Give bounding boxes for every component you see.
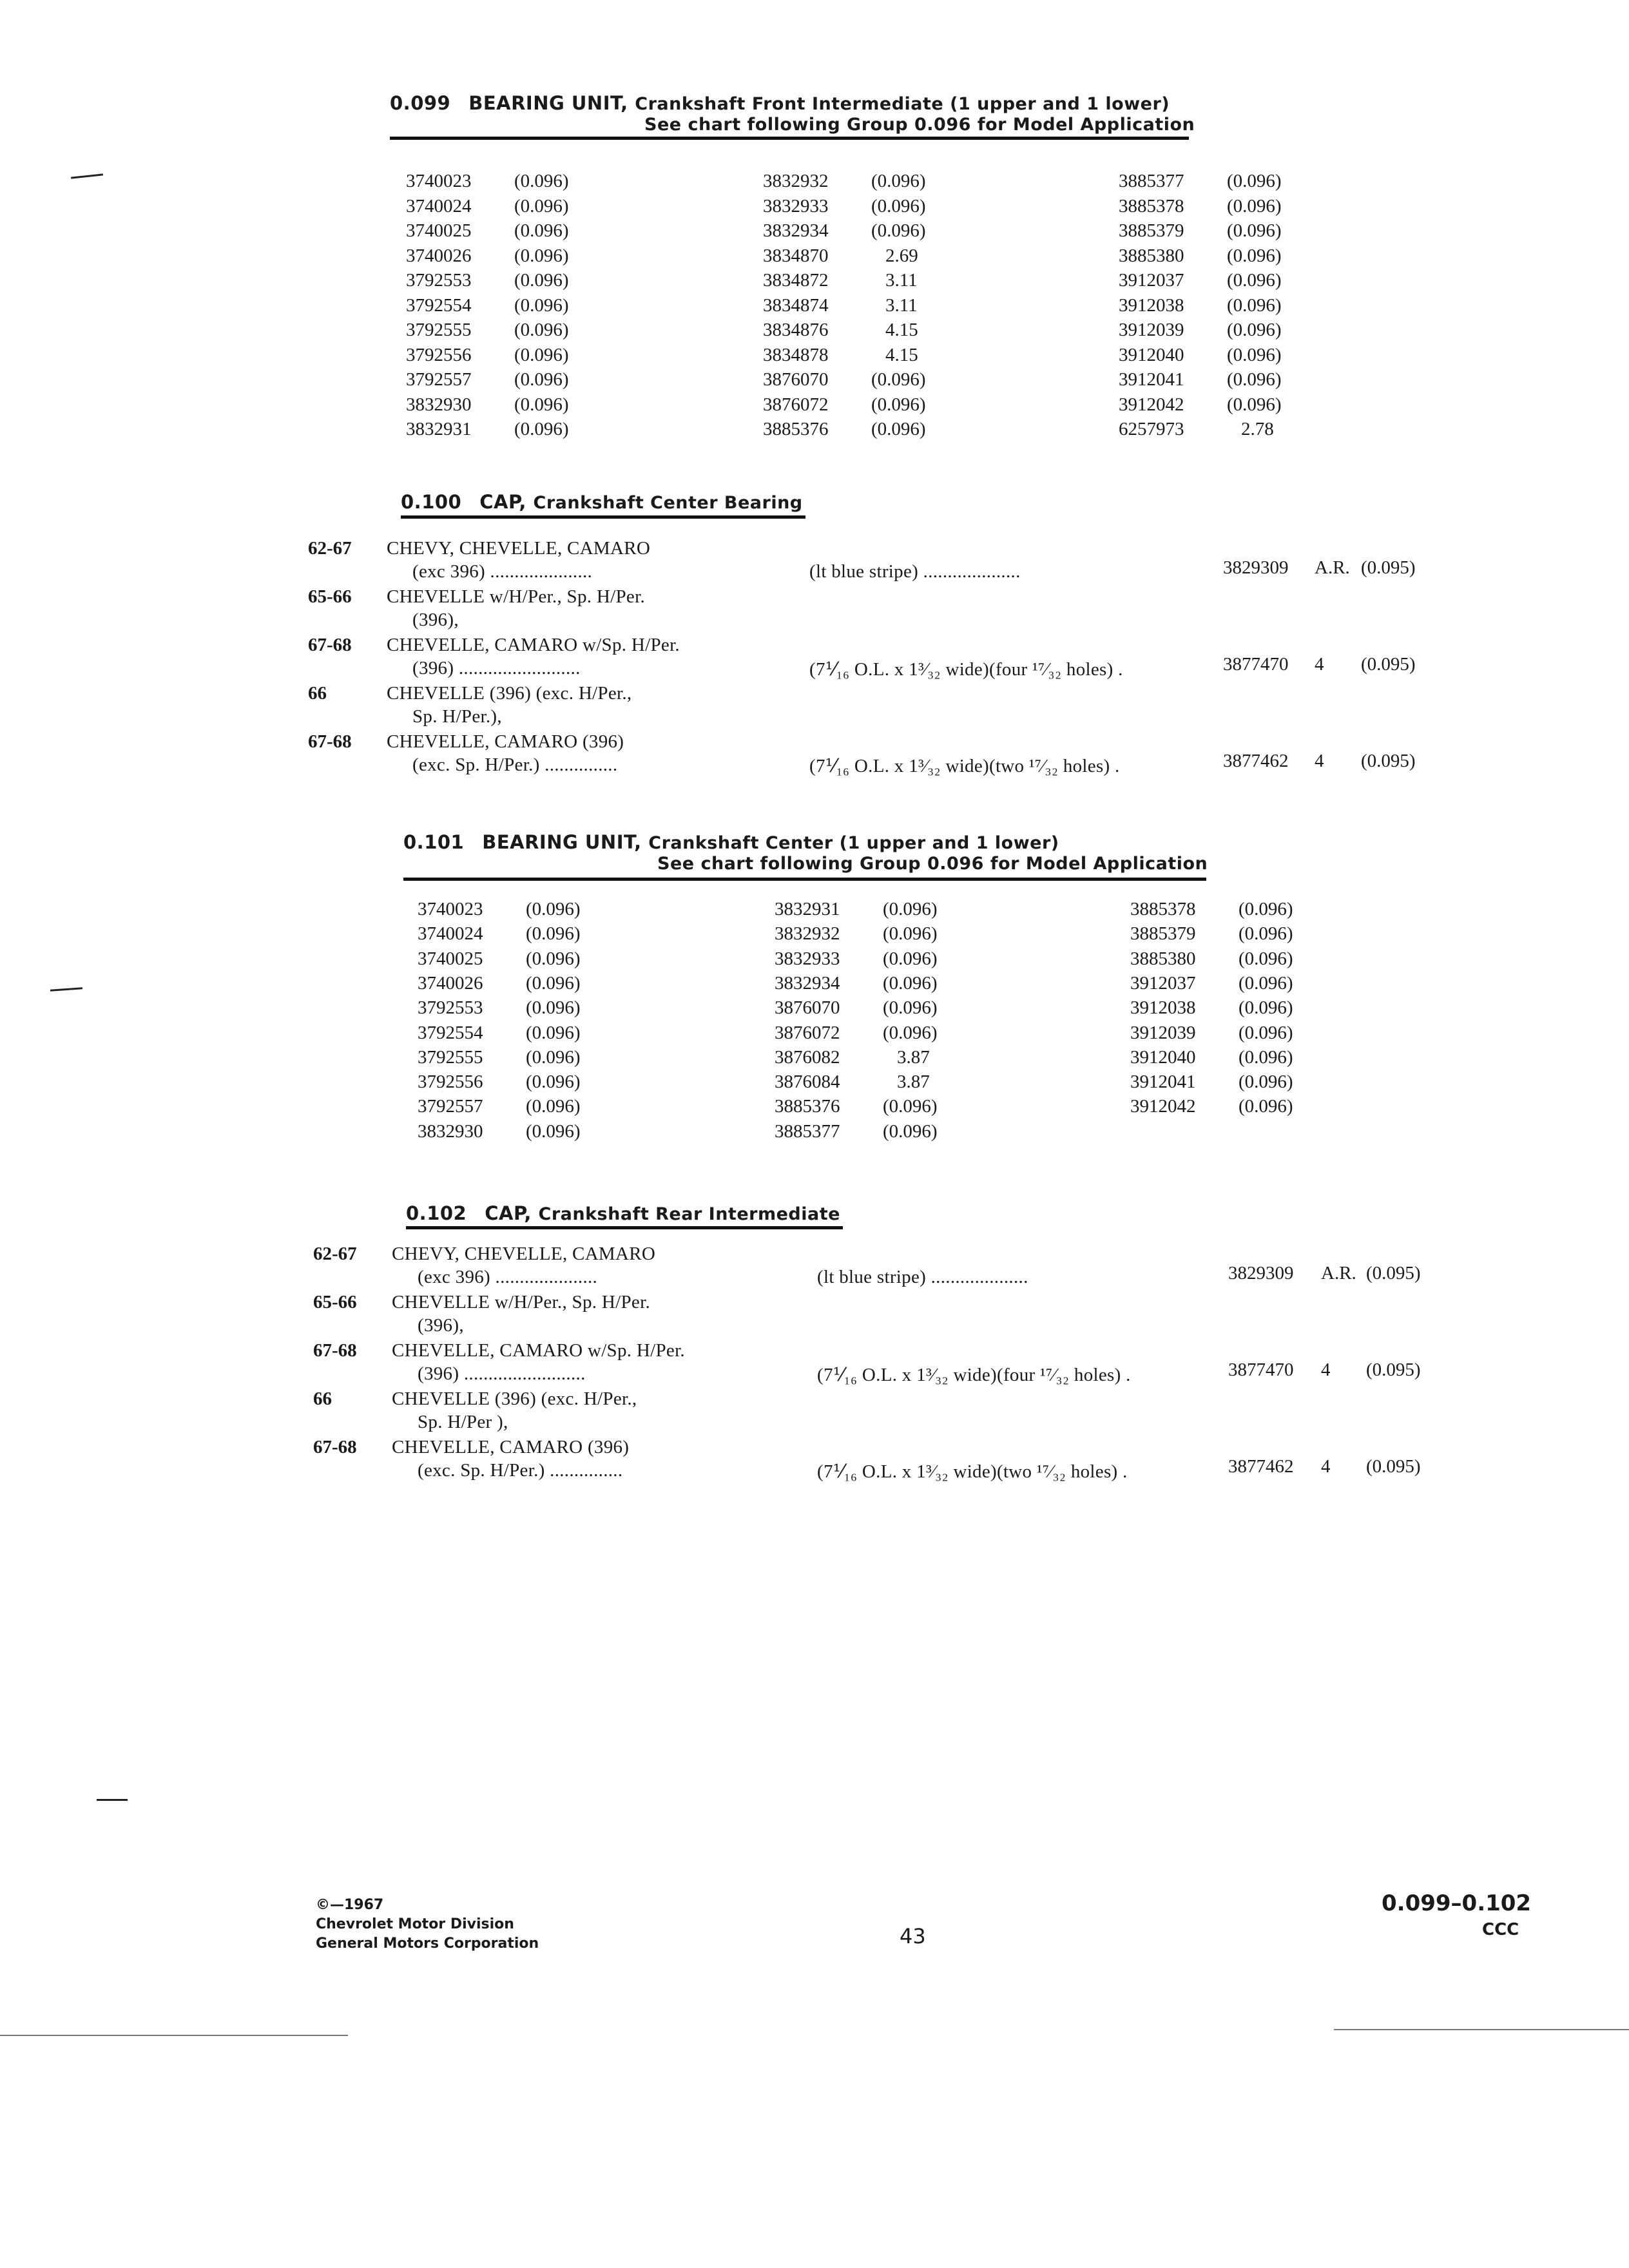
group-ref: 2.69 xyxy=(885,245,918,266)
model-description: CHEVELLE (396) (exc. H/Per., xyxy=(392,1389,637,1409)
group-ref: (0.096) xyxy=(514,394,569,415)
group-ref: (0.096) xyxy=(514,344,569,365)
group-ref: (0.096) xyxy=(871,419,926,439)
group-ref: (0.096) xyxy=(871,220,926,241)
section-code: 0.099 xyxy=(390,92,451,114)
group-ref: (0.096) xyxy=(1227,245,1282,266)
part-number: 3876082 xyxy=(775,1046,840,1068)
part-number: 3832933 xyxy=(775,948,840,969)
group-ref: 4.15 xyxy=(885,344,918,365)
group-ref: (0.096) xyxy=(883,948,938,969)
group-ref: 3.11 xyxy=(885,294,918,316)
part-number: 3832934 xyxy=(775,972,840,994)
part-number: 3876072 xyxy=(763,394,829,415)
model-description: CHEVELLE, CAMARO w/Sp. H/Per. xyxy=(392,1340,685,1361)
group-ref: (0.096) xyxy=(1227,270,1282,291)
part-number: 3877462 xyxy=(1228,1456,1294,1477)
group-ref: (0.096) xyxy=(883,1096,938,1117)
model-years: 66 xyxy=(313,1389,332,1409)
part-number: 3876070 xyxy=(775,997,840,1019)
part-number: 3792554 xyxy=(406,294,472,316)
section-title: CAP, xyxy=(479,491,526,513)
model-description-cont: (exc. Sp. H/Per.) ............... xyxy=(412,754,618,775)
part-number: 3740026 xyxy=(418,972,483,994)
group-ref: (0.096) xyxy=(526,923,581,945)
part-number: 3792554 xyxy=(418,1022,483,1043)
model-years: 67-68 xyxy=(308,635,352,655)
group-ref: (0.096) xyxy=(1239,1022,1293,1043)
group-ref: (0.096) xyxy=(514,270,569,291)
part-number: 3876070 xyxy=(763,369,829,390)
footer-left xyxy=(316,1896,539,1954)
part-number: 3740023 xyxy=(406,171,472,191)
quantity: A.R. xyxy=(1315,557,1350,578)
group-ref: (0.096) xyxy=(526,1072,581,1093)
group-ref: (0.096) xyxy=(526,997,581,1019)
margin-mark xyxy=(97,1799,128,1801)
group-ref: (0.095) xyxy=(1366,1456,1421,1477)
group-ref: (0.096) xyxy=(514,245,569,266)
part-number: 3832930 xyxy=(406,394,472,415)
quantity: 4 xyxy=(1321,1360,1331,1380)
section-rule xyxy=(390,137,1189,140)
part-number: 3834870 xyxy=(763,245,829,266)
part-number: 3792556 xyxy=(418,1072,483,1093)
model-description-cont: (exc 396) ..................... xyxy=(418,1267,598,1287)
part-number: 3912040 xyxy=(1130,1046,1196,1068)
part-number: 3912039 xyxy=(1119,320,1184,340)
model-description: CHEVELLE (396) (exc. H/Per., xyxy=(387,683,632,704)
model-years: 62-67 xyxy=(313,1244,357,1264)
quantity: 4 xyxy=(1321,1456,1331,1477)
part-number: 6257973 xyxy=(1119,419,1184,439)
part-number: 3885378 xyxy=(1130,899,1196,919)
model-application-note: See chart following Group 0.096 for Model Application xyxy=(644,115,1195,135)
model-description-cont: Sp. H/Per ), xyxy=(418,1412,508,1432)
group-ref: (0.096) xyxy=(514,320,569,340)
part-number: 3885378 xyxy=(1119,195,1184,216)
part-number: 3792557 xyxy=(418,1096,483,1117)
model-description: CHEVELLE w/H/Per., Sp. H/Per. xyxy=(387,586,645,607)
part-number: 3912039 xyxy=(1130,1022,1196,1043)
part-note: (7⅟₁₆ O.L. x 1³⁄₃₂ wide)(two ¹⁷⁄₃₂ holes) . xyxy=(817,1461,1128,1482)
page-edge-line xyxy=(0,2035,348,2036)
group-ref: (0.096) xyxy=(1239,997,1293,1019)
section-title: BEARING UNIT, xyxy=(482,831,642,853)
section-subtitle: Crankshaft Front Intermediate (1 upper and 1 lower) xyxy=(635,94,1170,114)
part-number: 3885377 xyxy=(775,1120,840,1142)
section-subtitle: Crankshaft Center Bearing xyxy=(533,493,803,513)
section-rule xyxy=(403,878,1206,881)
section-code: 0.102 xyxy=(406,1202,467,1224)
group-ref: (0.096) xyxy=(1227,394,1282,415)
model-application-note: See chart following Group 0.096 for Model Application xyxy=(657,854,1208,874)
group-ref: (0.096) xyxy=(1239,1072,1293,1093)
group-ref: (0.096) xyxy=(1239,899,1293,919)
group-ref: (0.096) xyxy=(514,419,569,439)
part-number: 3832930 xyxy=(418,1120,483,1142)
group-ref: (0.096) xyxy=(1239,948,1293,969)
part-number: 3912037 xyxy=(1119,270,1184,291)
model-description: CHEVELLE, CAMARO (396) xyxy=(392,1437,630,1457)
part-note: (lt blue stripe) .................... xyxy=(817,1267,1028,1287)
group-ref: (0.096) xyxy=(1227,344,1282,365)
model-description: CHEVY, CHEVELLE, CAMARO xyxy=(387,538,651,559)
page-edge-line xyxy=(1334,2029,1629,2030)
group-ref: (0.095) xyxy=(1361,557,1416,578)
group-ref: (0.095) xyxy=(1361,751,1416,771)
part-number: 3740025 xyxy=(406,220,472,241)
model-description-cont: Sp. H/Per.), xyxy=(412,706,502,727)
model-description-cont: (exc 396) ..................... xyxy=(412,561,593,582)
group-ref: (0.096) xyxy=(883,923,938,945)
part-number: 3834876 xyxy=(763,320,829,340)
page-number: 43 xyxy=(900,1924,926,1948)
part-number: 3792555 xyxy=(406,320,472,340)
quantity: 4 xyxy=(1315,751,1324,771)
part-number: 3912038 xyxy=(1130,997,1196,1019)
group-ref: 3.87 xyxy=(897,1046,930,1068)
part-note: (7⅟₁₆ O.L. x 1³⁄₃₂ wide)(four ¹⁷⁄₃₂ holes) . xyxy=(809,659,1123,680)
section-rule xyxy=(406,1226,843,1229)
group-ref: (0.096) xyxy=(526,948,581,969)
group-ref: (0.096) xyxy=(883,1120,938,1142)
group-ref: (0.096) xyxy=(514,369,569,390)
section-0102-header xyxy=(406,1202,840,1224)
group-ref: (0.096) xyxy=(514,294,569,316)
part-number: 3740026 xyxy=(406,245,472,266)
catalog-code: CCC xyxy=(1482,1920,1519,1939)
part-number: 3885380 xyxy=(1119,245,1184,266)
model-description: CHEVELLE, CAMARO w/Sp. H/Per. xyxy=(387,635,680,655)
group-ref: (0.096) xyxy=(871,369,926,390)
part-number: 3792555 xyxy=(418,1046,483,1068)
part-number: 3876072 xyxy=(775,1022,840,1043)
group-range: 0.099–0.102 xyxy=(1382,1890,1532,1916)
group-ref: (0.096) xyxy=(1227,220,1282,241)
model-description: CHEVY, CHEVELLE, CAMARO xyxy=(392,1244,656,1264)
quantity: 4 xyxy=(1315,654,1324,675)
model-description-cont: (396), xyxy=(412,610,459,630)
section-title: BEARING UNIT, xyxy=(468,92,628,114)
model-years: 62-67 xyxy=(308,538,352,559)
group-ref: (0.095) xyxy=(1366,1360,1421,1380)
group-ref: (0.096) xyxy=(1239,923,1293,945)
part-number: 3912037 xyxy=(1130,972,1196,994)
section-0099-header xyxy=(390,92,1170,114)
part-number: 3912042 xyxy=(1119,394,1184,415)
model-years: 65-66 xyxy=(308,586,352,607)
margin-mark xyxy=(71,173,103,178)
group-ref: (0.096) xyxy=(526,1096,581,1117)
part-number: 3834872 xyxy=(763,270,829,291)
part-number: 3832932 xyxy=(775,923,840,945)
part-number: 3885377 xyxy=(1119,171,1184,191)
part-number: 3912038 xyxy=(1119,294,1184,316)
part-number: 3834874 xyxy=(763,294,829,316)
group-ref: (0.096) xyxy=(1227,294,1282,316)
model-years: 66 xyxy=(308,683,327,704)
group-ref: (0.096) xyxy=(514,220,569,241)
group-ref: (0.096) xyxy=(514,171,569,191)
part-number: 3877462 xyxy=(1223,751,1289,771)
part-number: 3832932 xyxy=(763,171,829,191)
group-ref: (0.096) xyxy=(871,195,926,216)
part-note: (lt blue stripe) .................... xyxy=(809,561,1021,582)
group-ref: 3.87 xyxy=(897,1072,930,1093)
quantity: A.R. xyxy=(1321,1263,1356,1283)
model-description-cont: (396) ......................... xyxy=(412,658,581,678)
group-ref: (0.096) xyxy=(883,997,938,1019)
margin-mark xyxy=(50,987,82,991)
part-number: 3792553 xyxy=(406,270,472,291)
part-number: 3792556 xyxy=(406,344,472,365)
model-description: CHEVELLE, CAMARO (396) xyxy=(387,731,624,752)
model-description-cont: (exc. Sp. H/Per.) ............... xyxy=(418,1460,623,1481)
model-description-cont: (396) ......................... xyxy=(418,1363,586,1384)
part-number: 3885379 xyxy=(1130,923,1196,945)
section-0101-header xyxy=(403,831,1059,853)
part-number: 3740025 xyxy=(418,948,483,969)
model-years: 67-68 xyxy=(308,731,352,752)
part-number: 3832931 xyxy=(775,899,840,919)
model-description: CHEVELLE w/H/Per., Sp. H/Per. xyxy=(392,1292,650,1312)
model-years: 65-66 xyxy=(313,1292,357,1312)
section-code: 0.101 xyxy=(403,831,465,853)
group-ref: (0.096) xyxy=(1227,320,1282,340)
group-ref: (0.096) xyxy=(1227,195,1282,216)
division-name: Chevrolet Motor Division xyxy=(316,1916,514,1932)
group-ref: (0.096) xyxy=(883,1022,938,1043)
copyright: ©—1967 xyxy=(316,1897,384,1913)
part-number: 3885376 xyxy=(775,1096,840,1117)
group-ref: (0.096) xyxy=(883,899,938,919)
corporation-name: General Motors Corporation xyxy=(316,1936,539,1952)
group-ref: (0.096) xyxy=(526,1022,581,1043)
part-number: 3912042 xyxy=(1130,1096,1196,1117)
model-description-cont: (396), xyxy=(418,1315,464,1336)
group-ref: (0.096) xyxy=(526,972,581,994)
group-ref: 4.15 xyxy=(885,320,918,340)
part-note: (7⅟₁₆ O.L. x 1³⁄₃₂ wide)(four ¹⁷⁄₃₂ holes) . xyxy=(817,1365,1131,1385)
part-number: 3876084 xyxy=(775,1072,840,1093)
group-ref: 2.78 xyxy=(1241,419,1274,439)
section-subtitle: Crankshaft Center (1 upper and 1 lower) xyxy=(648,833,1059,853)
part-number: 3740023 xyxy=(418,899,483,919)
part-number: 3832931 xyxy=(406,419,472,439)
group-ref: (0.096) xyxy=(1239,1046,1293,1068)
part-number: 3885380 xyxy=(1130,948,1196,969)
group-ref: (0.096) xyxy=(1239,972,1293,994)
part-number: 3912041 xyxy=(1130,1072,1196,1093)
part-number: 3834878 xyxy=(763,344,829,365)
section-0100-header xyxy=(401,491,803,513)
group-ref: (0.096) xyxy=(1239,1096,1293,1117)
part-number: 3877470 xyxy=(1228,1360,1294,1380)
part-number: 3912041 xyxy=(1119,369,1184,390)
part-number: 3740024 xyxy=(406,195,472,216)
group-ref: (0.096) xyxy=(1227,369,1282,390)
part-number: 3792557 xyxy=(406,369,472,390)
group-ref: (0.096) xyxy=(526,1120,581,1142)
group-ref: (0.095) xyxy=(1366,1263,1421,1283)
part-number: 3832933 xyxy=(763,195,829,216)
section-title: CAP, xyxy=(485,1202,532,1224)
section-rule xyxy=(401,515,805,519)
group-ref: (0.096) xyxy=(871,394,926,415)
part-number: 3912040 xyxy=(1119,344,1184,365)
model-years: 67-68 xyxy=(313,1437,357,1457)
section-code: 0.100 xyxy=(401,491,462,513)
part-number: 3885376 xyxy=(763,419,829,439)
section-subtitle: Crankshaft Rear Intermediate xyxy=(538,1204,840,1224)
group-ref: (0.096) xyxy=(871,171,926,191)
group-ref: (0.095) xyxy=(1361,654,1416,675)
group-ref: (0.096) xyxy=(883,972,938,994)
part-number: 3792553 xyxy=(418,997,483,1019)
part-number: 3829309 xyxy=(1228,1263,1294,1283)
part-number: 3877470 xyxy=(1223,654,1289,675)
group-ref: 3.11 xyxy=(885,270,918,291)
part-number: 3829309 xyxy=(1223,557,1289,578)
model-years: 67-68 xyxy=(313,1340,357,1361)
part-note: (7⅟₁₆ O.L. x 1³⁄₃₂ wide)(two ¹⁷⁄₃₂ holes) . xyxy=(809,756,1120,776)
part-number: 3832934 xyxy=(763,220,829,241)
group-ref: (0.096) xyxy=(526,899,581,919)
group-ref: (0.096) xyxy=(1227,171,1282,191)
part-number: 3885379 xyxy=(1119,220,1184,241)
group-ref: (0.096) xyxy=(514,195,569,216)
part-number: 3740024 xyxy=(418,923,483,945)
group-ref: (0.096) xyxy=(526,1046,581,1068)
